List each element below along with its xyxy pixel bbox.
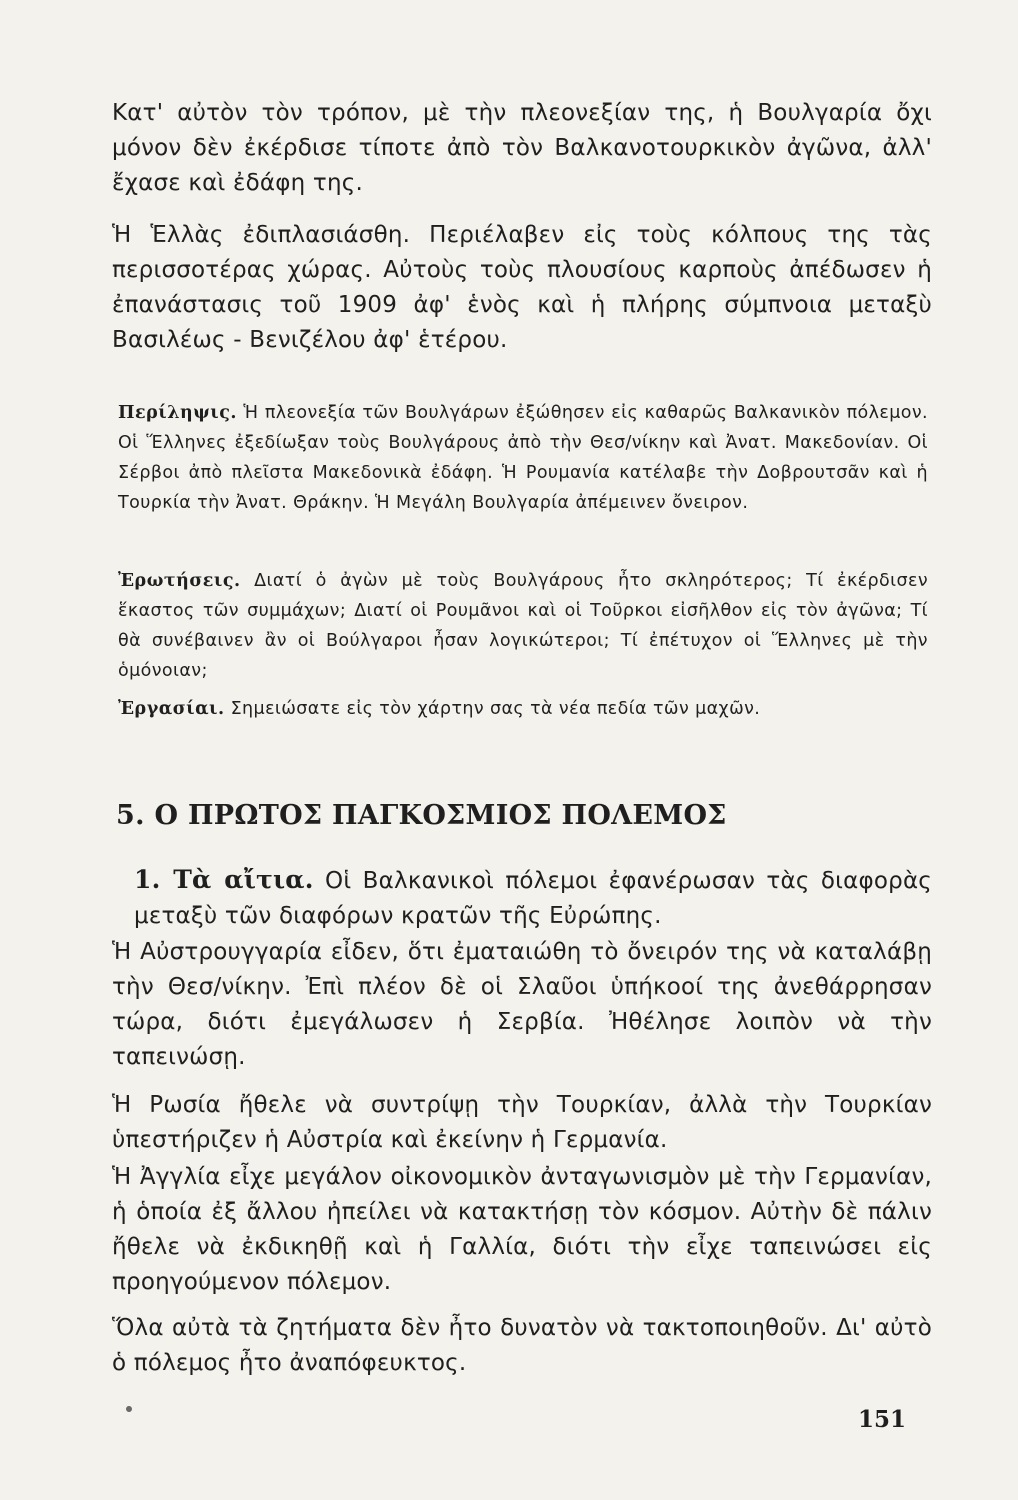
paragraph-text: Ἡ Ἀγγλία εἶχε μεγάλον οἰκονομικὸν ἀνταγωνισμὸν μὲ τὴν Γερμανίαν, ἡ ὁποία ἐξ ἄλλου ἠπείλει νὰ κατακτήσῃ τὸν κόσμον. Αὐτὴν δὲ πάλιν ἤθελε νὰ ἐκδικηθῇ καὶ ἡ Γαλλία, διότι τὴν εἶχε ταπεινώσει εἰς προηγούμενον πόλεμον. — [112, 1164, 932, 1295]
paragraph-england — [112, 1160, 932, 1300]
paragraph-text: Κατ' αὐτὸν τὸν τρόπον, μὲ τὴν πλεονεξίαν της, ἡ Βουλγαρία ὄχι μόνον δὲν ἐκέρδισε τίποτε ἀπὸ τὸν Βαλκανοτουρκικὸν ἀγῶνα, ἀλλ' ἔχασε καὶ ἐδάφη της. — [112, 100, 932, 196]
paragraph-greece-doubled — [112, 218, 932, 358]
paragraph-text: Ἡ Ρωσία ἤθελε νὰ συντρίψῃ τὴν Τουρκίαν, ἀλλὰ τὴν Τουρκίαν ὑπεστήριζεν ἡ Αὐστρία καὶ ἐκείνην ἡ Γερμανία. — [112, 1092, 932, 1153]
paragraph-text: Ἡ Ἑλλὰς ἐδιπλασιάσθη. Περιέλαβεν εἰς τοὺς κόλπους της τὰς περισσοτέρας χώρας. Αὐτοὺς τοὺς πλουσίους καρποὺς ἀπέδωσεν ἡ ἐπανάστασις τοῦ 1909 ἀφ' ἑνὸς καὶ ἡ πλήρης σύμπνοια μεταξὺ Βασιλέως - Βενιζέλου ἀφ' ἑτέρου. — [112, 222, 932, 353]
questions-paragraph — [118, 566, 928, 686]
paragraph-war-inevitable — [112, 1311, 932, 1381]
section-heading: 5. Ο ΠΡΩΤΟΣ ΠΑΓΚΟΣΜΙΟΣ ΠΟΛΕΜΟΣ — [116, 800, 727, 831]
paragraph-text: Ὅλα αὐτὰ τὰ ζητήματα δὲν ἦτο δυνατὸν νὰ τακτοποιηθοῦν. Δι' αὐτὸ ὁ πόλεμος ἦτο ἀναπόφευκτος. — [112, 1315, 932, 1376]
questions-label: Ἐρωτήσεις. — [118, 571, 241, 591]
paragraph-austria-hungary — [112, 935, 932, 1075]
causes-text: Οἱ Βαλκανικοὶ πόλεμοι ἐφανέρωσαν τὰς διαφορὰς μεταξὺ τῶν διαφόρων κρατῶν τῆς Εὐρώπης. — [134, 868, 933, 929]
summary-label: Περίληψις. — [118, 403, 237, 423]
questions-text: Διατί ὁ ἀγὼν μὲ τοὺς Βουλγάρους ἦτο σκληρότερος; Τί ἐκέρδισεν ἕκαστος τῶν συμμάχων; Διατί οἱ Ρουμᾶνοι καὶ οἱ Τοῦρκοι εἰσῆλθον εἰς τὸν ἀγῶνα; Τί θὰ συνέβαινεν ἂν οἱ Βούλγαροι ἦσαν λογικώτεροι; Τί ἐπέτυχον οἱ Ἕλληνες μὲ τὴν ὁμόνοιαν; — [118, 571, 929, 681]
causes-label: 1. Τὰ αἴτια. — [134, 865, 314, 894]
paragraph-russia — [112, 1088, 932, 1158]
summary-paragraph — [118, 398, 928, 518]
exercises-paragraph — [118, 694, 928, 724]
page-number: 151 — [857, 1406, 906, 1433]
causes-paragraph — [134, 862, 932, 934]
exercises-label: Ἐργασίαι. — [118, 699, 225, 719]
summary-text: Ἡ πλεονεξία τῶν Βουλγάρων ἐξώθησεν εἰς καθαρῶς Βαλκανικὸν πόλεμον. Οἱ Ἕλληνες ἐξεδίωξαν τοὺς Βουλγάρους ἀπὸ τὴν Θεσ/νίκην καὶ Ἀνατ. Μακεδονίαν. Οἱ Σέρβοι ἀπὸ πλεῖστα Μακεδονικὰ ἐδάφη. Ἡ Ρουμανία κατέλαβε τὴν Δοβρουτσᾶν καὶ ἡ Τουρκία τὴν Ἀνατ. Θράκην. Ἡ Μεγάλη Βουλγαρία ἀπέμεινεν ὄνειρον. — [118, 403, 929, 513]
ink-mark — [125, 1405, 133, 1413]
paragraph-text: Ἡ Αὐστρουγγαρία εἶδεν, ὅτι ἐματαιώθη τὸ ὄνειρόν της νὰ καταλάβῃ τὴν Θεσ/νίκην. Ἐπὶ πλέον δὲ οἱ Σλαῦοι ὑπήκοοί της ἀνεθάρρησαν τώρα, διότι ἐμεγάλωσεν ἡ Σερβία. Ἠθέλησε λοιπὸν νὰ τὴν ταπεινώσῃ. — [112, 939, 932, 1070]
paragraph-bulgaria-loss — [112, 96, 932, 201]
exercises-text: Σημειώσατε εἰς τὸν χάρτην σας τὰ νέα πεδία τῶν μαχῶν. — [230, 699, 761, 719]
